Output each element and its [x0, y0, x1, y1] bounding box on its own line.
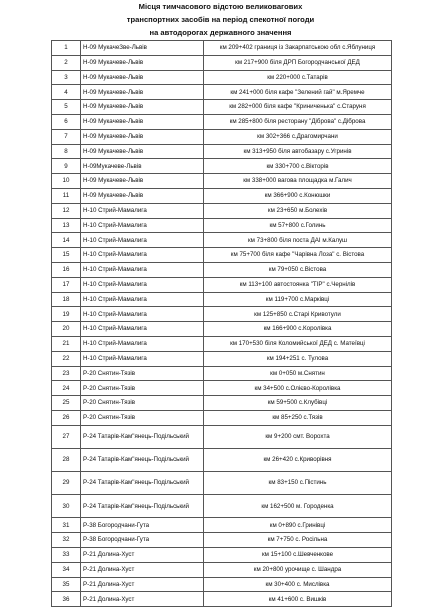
row-number-cell: 15 — [52, 248, 81, 263]
location-cell: км 15+100 с.Шевченкове — [204, 548, 392, 563]
row-number-cell: 21 — [52, 336, 81, 351]
table-row — [52, 366, 392, 381]
road-name-cell: Р-20 Снятин-Тязів — [81, 381, 204, 396]
row-number-cell: 17 — [52, 277, 81, 292]
road-name-cell: Р-20 Снятин-Тязів — [81, 396, 204, 411]
row-number-cell: 4 — [52, 85, 81, 100]
row-number-cell: 29 — [52, 472, 81, 495]
row-number-cell: 20 — [52, 322, 81, 337]
road-name-cell: Н-10 Стрий-Мамалига — [81, 203, 204, 218]
table-row — [52, 55, 392, 70]
table-row — [52, 277, 392, 292]
title-line-2: транспортних засобів на період спекотної погоди — [126, 15, 315, 24]
table-row — [52, 218, 392, 233]
road-name-cell: Р-38 Богородчани-Гута — [81, 533, 204, 548]
table-row — [52, 41, 392, 56]
row-number-cell: 36 — [52, 592, 81, 607]
table-body — [52, 41, 392, 607]
row-number-cell: 28 — [52, 448, 81, 471]
row-number-cell: 8 — [52, 144, 81, 159]
location-cell: км 330+700 с.Вікторів — [204, 159, 392, 174]
location-cell: км 0+890 с.Гринівці — [204, 518, 392, 533]
row-number-cell: 33 — [52, 548, 81, 563]
row-number-cell: 14 — [52, 233, 81, 248]
table-row — [52, 233, 392, 248]
parking-locations-table — [51, 40, 392, 607]
location-cell: км 113+100 автостоянка "ТІР" с.Чернілів — [204, 277, 392, 292]
table-row — [52, 336, 392, 351]
road-name-cell: Н-10 Стрий-Мамалига — [81, 277, 204, 292]
table-row — [52, 248, 392, 263]
road-name-cell: Н-10 Стрий-Мамалига — [81, 233, 204, 248]
row-number-cell: 12 — [52, 203, 81, 218]
row-number-cell: 5 — [52, 100, 81, 115]
road-name-cell: Н-10 Стрий-Мамалига — [81, 292, 204, 307]
row-number-cell: 32 — [52, 533, 81, 548]
location-cell: км 79+050 с.Вістова — [204, 262, 392, 277]
road-name-cell: Р-20 Снятин-Тязів — [81, 366, 204, 381]
road-name-cell: Н-10 Стрий-Мамалига — [81, 351, 204, 366]
location-cell: км 26+420 с.Криворівня — [204, 448, 392, 471]
table-row — [52, 410, 392, 425]
row-number-cell: 19 — [52, 307, 81, 322]
location-cell: км 59+500 с.Клубівці — [204, 396, 392, 411]
road-name-cell: Н-10 Стрий-Мамалига — [81, 262, 204, 277]
table-row — [52, 577, 392, 592]
row-number-cell: 13 — [52, 218, 81, 233]
road-name-cell: Р-21 Долина-Хуст — [81, 592, 204, 607]
table-row — [52, 548, 392, 563]
row-number-cell: 18 — [52, 292, 81, 307]
title-line-3: на автодорогах державного значення — [149, 28, 292, 37]
location-cell: км 220+000 с.Татарів — [204, 70, 392, 85]
location-cell: км 313+950 біля автобазару с.Угринів — [204, 144, 392, 159]
table-row — [52, 129, 392, 144]
location-cell: км 217+900 біля ДРП Богородчанської ДЕД — [204, 55, 392, 70]
road-name-cell: Н-10 Стрий-Мамалига — [81, 336, 204, 351]
row-number-cell: 10 — [52, 174, 81, 189]
location-cell: км 57+800 с.Голинь — [204, 218, 392, 233]
row-number-cell: 34 — [52, 562, 81, 577]
row-number-cell: 23 — [52, 366, 81, 381]
table-row — [52, 100, 392, 115]
title-line-1: Місця тимчасового відстою великовагових — [138, 2, 303, 11]
road-name-cell: Н-09 Мукачеве-Львів — [81, 100, 204, 115]
road-name-cell: Н-10 Стрий-Мамалига — [81, 218, 204, 233]
table-row — [52, 292, 392, 307]
location-cell: км 85+250 с.Тязів — [204, 410, 392, 425]
table-row — [52, 203, 392, 218]
location-cell: км 73+800 біля поста ДАІ м.Калуш — [204, 233, 392, 248]
table-row — [52, 396, 392, 411]
road-name-cell: Р-24 Татарів-Кам"янець-Подільський — [81, 425, 204, 448]
road-name-cell: Р-24 Татарів-Кам"янець-Подільський — [81, 448, 204, 471]
row-number-cell: 27 — [52, 425, 81, 448]
road-name-cell: Н-09 Мукачеве-Львів — [81, 144, 204, 159]
row-number-cell: 16 — [52, 262, 81, 277]
table-row — [52, 174, 392, 189]
table-row — [52, 381, 392, 396]
row-number-cell: 35 — [52, 577, 81, 592]
document-title — [0, 0, 441, 39]
row-number-cell: 9 — [52, 159, 81, 174]
location-cell: км 194+251 с. Тулова — [204, 351, 392, 366]
road-name-cell: Р-24 Татарів-Кам"янець-Подільський — [81, 472, 204, 495]
location-cell: км 209+402 границя із Закарпатською обл с.Яблуниця — [204, 41, 392, 56]
table-row — [52, 472, 392, 495]
table-row — [52, 159, 392, 174]
location-cell: км 30+400 с. Мислівка — [204, 577, 392, 592]
road-name-cell: Н-09 Мукачеве-Львів — [81, 174, 204, 189]
location-cell: км 75+700 біля кафе "Чарівна Лоза" с. Вістова — [204, 248, 392, 263]
row-number-cell: 6 — [52, 114, 81, 129]
location-cell: км 282+000 біля кафе "Криниченька" с.Старуня — [204, 100, 392, 115]
location-cell: км 170+530 біля Коломийської ДЕД с. Матеївці — [204, 336, 392, 351]
location-cell: км 20+800 урочище с. Шандра — [204, 562, 392, 577]
table-row — [52, 144, 392, 159]
road-name-cell: Н-09Мукачеве-Львів — [81, 159, 204, 174]
road-name-cell: Р-21 Долина-Хуст — [81, 548, 204, 563]
table-row — [52, 425, 392, 448]
road-name-cell: Н-09 Мукачеве-Львів — [81, 188, 204, 203]
table-row — [52, 448, 392, 471]
row-number-cell: 1 — [52, 41, 81, 56]
table-row — [52, 495, 392, 518]
table-row — [52, 562, 392, 577]
location-cell: км 162+500 м. Городенка — [204, 495, 392, 518]
row-number-cell: 25 — [52, 396, 81, 411]
road-name-cell: Р-20 Снятин-Тязів — [81, 410, 204, 425]
location-cell: км 83+150 с.Пістинь — [204, 472, 392, 495]
location-cell: км 125+850 с.Старі Кривотули — [204, 307, 392, 322]
road-name-cell: Р-38 Богородчани-Гута — [81, 518, 204, 533]
row-number-cell: 3 — [52, 70, 81, 85]
road-name-cell: Р-24 Татарів-Кам"янець-Подільський — [81, 495, 204, 518]
table-row — [52, 262, 392, 277]
table-row — [52, 307, 392, 322]
road-name-cell: Н-10 Стрий-Мамалига — [81, 248, 204, 263]
row-number-cell: 31 — [52, 518, 81, 533]
row-number-cell: 7 — [52, 129, 81, 144]
road-name-cell: Н-10 Стрий-Мамалига — [81, 322, 204, 337]
table-row — [52, 114, 392, 129]
road-name-cell: Р-21 Долина-Хуст — [81, 562, 204, 577]
table-row — [52, 533, 392, 548]
table-row — [52, 70, 392, 85]
location-cell: км 338+000 вагова площадка м.Галич — [204, 174, 392, 189]
location-cell: км 34+500 с.Олієво-Королівка — [204, 381, 392, 396]
road-name-cell: Н-09 Мукачеве-Львів — [81, 55, 204, 70]
row-number-cell: 24 — [52, 381, 81, 396]
row-number-cell: 11 — [52, 188, 81, 203]
location-cell: км 302+366 с.Драгомирчани — [204, 129, 392, 144]
row-number-cell: 22 — [52, 351, 81, 366]
road-name-cell: Н-09 Мукачеве-Львів — [81, 114, 204, 129]
road-name-cell: Н-09 Мукачеве-Львів — [81, 85, 204, 100]
location-cell: км 119+700 с.Марківці — [204, 292, 392, 307]
location-cell: км 0+050 м.Снятин — [204, 366, 392, 381]
road-name-cell: Р-21 Долина-Хуст — [81, 577, 204, 592]
table-row — [52, 85, 392, 100]
road-name-cell: Н-09 Мукачеве-Львів — [81, 70, 204, 85]
road-name-cell: Н-09 Мукачеве-Львів — [81, 129, 204, 144]
location-cell: км 9+200 смт. Ворохта — [204, 425, 392, 448]
location-cell: км 7+750 с. Росільна — [204, 533, 392, 548]
location-cell: км 23+650 м.Болехів — [204, 203, 392, 218]
road-name-cell: Н-09 МукачеЗве-Львів — [81, 41, 204, 56]
location-cell: км 166+900 с.Королівка — [204, 322, 392, 337]
table-row — [52, 188, 392, 203]
location-cell: км 41+600 с. Вишків — [204, 592, 392, 607]
location-cell: км 241+000 біля кафе "Зелений гай" м.Яремче — [204, 85, 392, 100]
row-number-cell: 2 — [52, 55, 81, 70]
table-row — [52, 592, 392, 607]
table-row — [52, 351, 392, 366]
road-name-cell: Н-10 Стрий-Мамалига — [81, 307, 204, 322]
row-number-cell: 30 — [52, 495, 81, 518]
row-number-cell: 26 — [52, 410, 81, 425]
table-row — [52, 322, 392, 337]
table-row — [52, 518, 392, 533]
location-cell: км 285+800 біля ресторану "Діброва" с.Діброва — [204, 114, 392, 129]
location-cell: км 366+900 с.Конюшки — [204, 188, 392, 203]
